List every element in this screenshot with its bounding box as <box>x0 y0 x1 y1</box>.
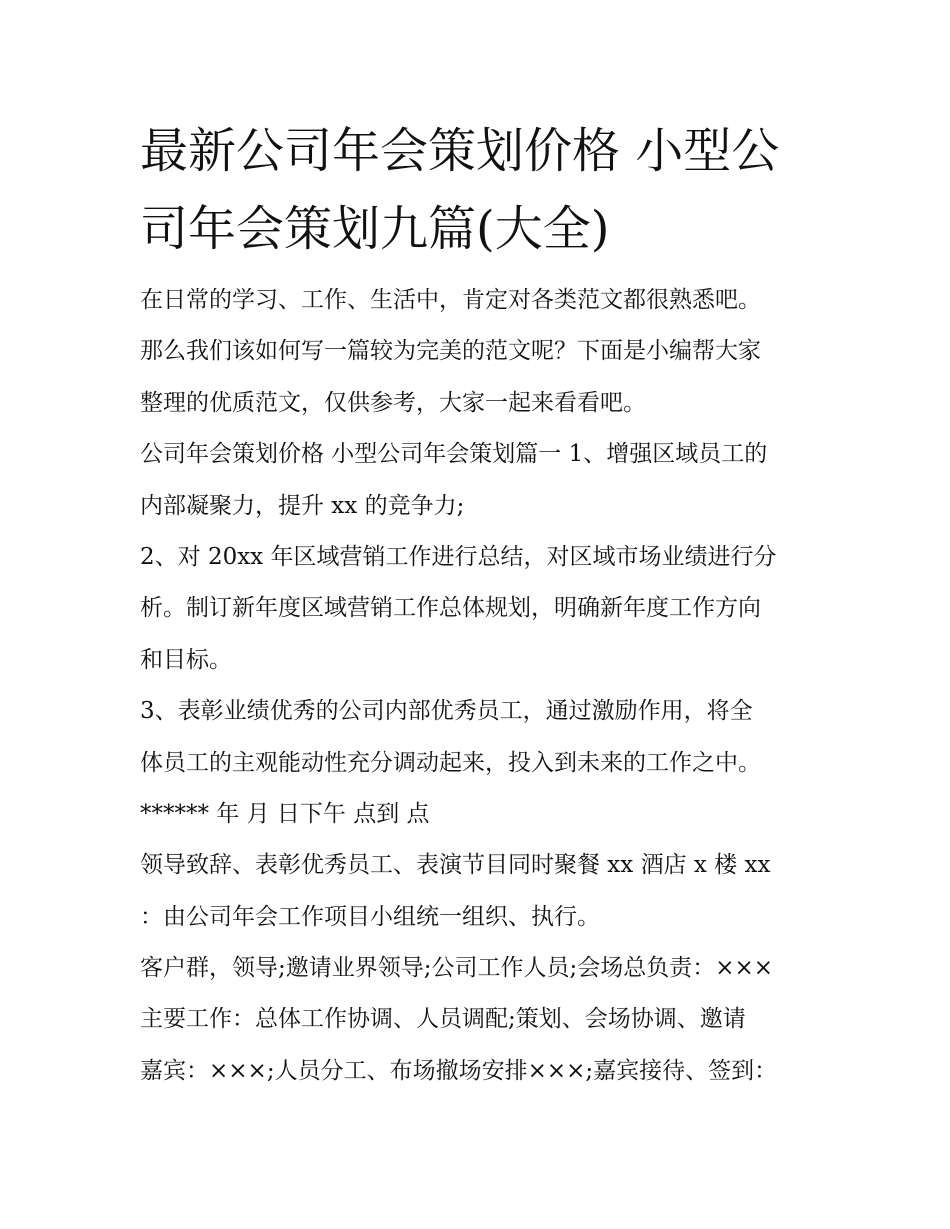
body-line: 主要工作：总体工作协调、人员调配;策划、会场协调、邀请 <box>140 1006 746 1033</box>
body-line: 客户群，领导;邀请业界领导;公司工作人员;会场总负责：××× <box>140 955 774 982</box>
body-line: 领导致辞、表彰优秀员工、表演节目同时聚餐 xx 酒店 x 楼 xx <box>140 852 771 879</box>
body-line: 和目标。 <box>140 646 232 673</box>
body-line: ****** 年 月 日下午 点到 点 <box>140 800 430 827</box>
body-line: ：由公司年会工作项目小组统一组织、执行。 <box>140 903 600 930</box>
body-line: 内部凝聚力，提升 xx 的竞争力; <box>140 492 465 519</box>
title-line-1: 最新公司年会策划价格 小型公 <box>140 123 780 179</box>
body-line: 那么我们该如何写一篇较为完美的范文呢？下面是小编帮大家 <box>140 338 761 365</box>
body-line: 析。制订新年度区域营销工作总体规划，明确新年度工作方向 <box>140 595 761 622</box>
body-line: 嘉宾：×××;人员分工、布场撤场安排×××;嘉宾接待、签到： <box>140 1057 778 1084</box>
body-line: 公司年会策划价格 小型公司年会策划篇一 1、增强区域员工的 <box>140 441 768 468</box>
document-title <box>140 112 820 268</box>
body-line: 在日常的学习、工作、生活中，肯定对各类范文都很熟悉吧。 <box>140 287 761 313</box>
body-line: 体员工的主观能动性充分调动起来，投入到未来的工作之中。 <box>140 749 761 776</box>
body-line: 3、表彰业绩优秀的公司内部优秀员工，通过激励作用，将全 <box>140 698 753 725</box>
body-line: 整理的优质范文，仅供参考，大家一起来看看吧。 <box>140 389 646 416</box>
title-line-2: 司年会策划九篇(大全) <box>140 201 610 257</box>
document-body <box>140 278 820 1100</box>
body-line: 2、对 20xx 年区域营销工作进行总结，对区域市场业绩进行分 <box>140 543 777 570</box>
